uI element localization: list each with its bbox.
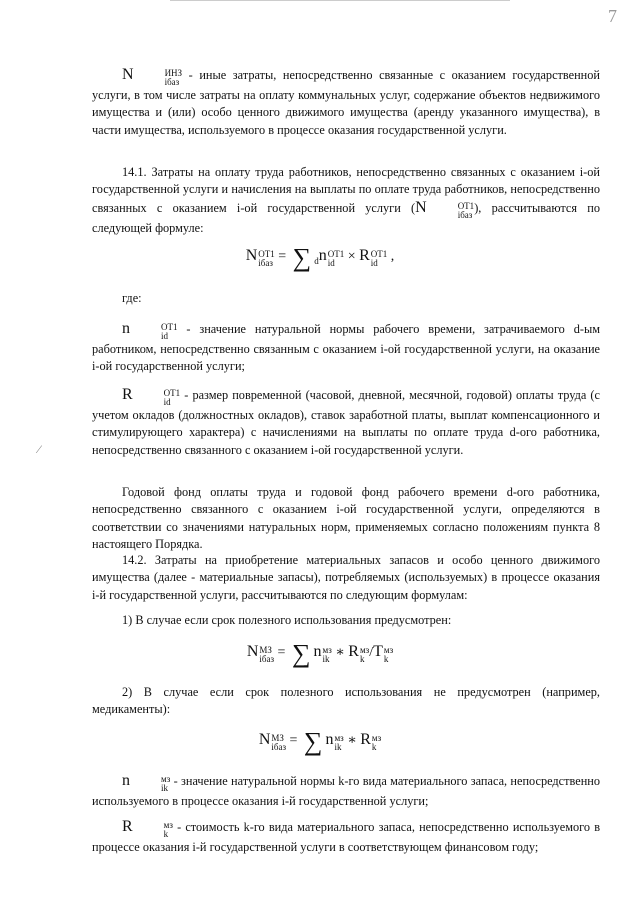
definition-nizn bbox=[92, 66, 600, 139]
formula-3-lhs: N bbox=[258, 731, 271, 748]
section-14-1-symbol: N bbox=[415, 198, 427, 216]
case-2: 2) В случае если срок полезного использования не предусмотрен (например, медикаменты): bbox=[92, 685, 600, 717]
page-corner-mark: 7 bbox=[608, 6, 617, 26]
def-nmz-text: - значение натуральной нормы k-го вида материального запаса, непосредственно используемого в процессе оказания i-й государственной услуги; bbox=[92, 774, 600, 808]
nizn-sub: iбаз bbox=[164, 77, 180, 87]
section-14-1-text-b: ), рассчитываются по следующей формуле: bbox=[92, 200, 600, 235]
nizn-text: - иные затраты, непосредственно связанные с оказанием государственной услуги, в том числе затраты на оплату коммунальных услуг, содержание объектов недвижимого имущества и (или) особо ценного движимого имущества (аренду указанного имущества), в части имущества, используемого в процессе оказания государственной услуги. bbox=[92, 68, 600, 137]
formula-3-r: R bbox=[360, 731, 371, 748]
nizn-symbol: N bbox=[122, 66, 134, 83]
formula-2-slash: / bbox=[369, 645, 374, 660]
formula-3-n-sup: мз bbox=[334, 733, 344, 743]
formula-1-lhs-sup: ОТ1 bbox=[258, 249, 275, 259]
formula-2-lhs-sub: iбаз bbox=[259, 654, 275, 664]
formula-2-r-sub: k bbox=[359, 654, 365, 664]
def-r-sub: id bbox=[163, 397, 171, 407]
formula-1-sigma-sub: d bbox=[314, 256, 319, 266]
formula-2-eq: = bbox=[274, 645, 289, 660]
formula-2-t: T bbox=[373, 643, 383, 660]
formula-2-t-sup: мз bbox=[383, 645, 394, 655]
def-n-symbol: n bbox=[122, 320, 130, 337]
top-edge-line bbox=[170, 0, 510, 1]
formula-2-lhs: N bbox=[246, 643, 259, 660]
formula-1-sigma: ∑ bbox=[292, 243, 312, 272]
section-14-1 bbox=[92, 164, 600, 237]
section-14-1-text-a: 14.1. Затраты на оплату труда работников, непосредственно связанных с оказанием i-ой государственной услуги и начисления на выплаты по оплате труда работников, непосредственно связанных с оказанием i-ой государственной услуги ( bbox=[92, 165, 600, 215]
def-rmz-text: - стоимость k-го вида материального запаса, непосредственно используемого в процессе оказания i-й государственной услуги в соответствующем финансовом году; bbox=[92, 820, 600, 854]
formula-2-sigma: ∑ bbox=[291, 639, 311, 668]
formula-ot1 bbox=[0, 243, 640, 272]
section-14-1-sub: iбаз bbox=[457, 209, 473, 220]
def-n-sup: ОТ1 bbox=[161, 322, 178, 332]
paragraph-fund: Годовой фонд оплаты труда и годовой фонд рабочего времени d-ого работника, непосредственно связанного с оказанием i-ой государственной услуги, определяются в соответствии со значениями натуральных норм, применяемых согласно положениям пункта 8 настоящего Порядка. bbox=[92, 485, 600, 551]
definition-n-ot1 bbox=[92, 320, 600, 376]
formula-3-r-sub: k bbox=[371, 742, 377, 752]
formula-3-star: ∗ bbox=[343, 733, 361, 748]
formula-2-n-sup: мз bbox=[322, 645, 332, 655]
formula-1-eq: = bbox=[274, 249, 290, 264]
formula-1-lhs: N bbox=[245, 247, 258, 264]
formula-2-t-sub: k bbox=[383, 654, 389, 664]
definition-r-ot1 bbox=[92, 386, 600, 459]
formula-2-lhs-sup: МЗ bbox=[259, 645, 272, 655]
formula-3-n: n bbox=[325, 731, 334, 748]
formula-2-r-sup: мз bbox=[359, 645, 370, 655]
def-n-text: - значение натуральной нормы рабочего времени, затрачиваемого d-ым работником, непосредственно связанным с оказанием i-ой государственной услуги, на оказание i-ой государственной услуги; bbox=[92, 322, 600, 374]
def-r-sup: ОТ1 bbox=[163, 388, 181, 398]
formula-1-r-sup: ОТ1 bbox=[370, 249, 388, 259]
formula-3-n-sub: ik bbox=[334, 742, 342, 752]
formula-mz-2 bbox=[0, 727, 640, 756]
def-rmz-symbol: R bbox=[122, 818, 133, 835]
formula-3-lhs-sub: iбаз bbox=[271, 742, 287, 752]
def-nmz-sup: мз bbox=[161, 774, 171, 784]
formula-3-lhs-sup: МЗ bbox=[271, 733, 284, 743]
def-rmz-sup: мз bbox=[163, 820, 173, 830]
def-r-symbol: R bbox=[122, 386, 133, 403]
formula-2-n: n bbox=[313, 643, 322, 660]
formula-2-star: ∗ bbox=[331, 645, 349, 660]
formula-1-times: × bbox=[344, 249, 360, 264]
formula-1-tail: , bbox=[387, 249, 395, 264]
formula-1-n-sub: id bbox=[327, 258, 335, 268]
where-label: где: bbox=[122, 291, 142, 305]
def-nmz-sub: ik bbox=[161, 783, 169, 793]
definition-r-mz bbox=[92, 818, 600, 856]
formula-1-n-sup: ОТ1 bbox=[327, 249, 345, 259]
margin-tick-mark: ⁄ bbox=[38, 442, 41, 456]
formula-1-n: n bbox=[318, 247, 327, 264]
formula-3-sigma: ∑ bbox=[303, 727, 323, 756]
def-rmz-sub: k bbox=[163, 829, 169, 839]
section-14-1-sup: ОТ1 bbox=[457, 200, 475, 211]
case-1: 1) В случае если срок полезного использования предусмотрен: bbox=[122, 613, 452, 627]
formula-1-r-sub: id bbox=[370, 258, 378, 268]
nizn-sup: ИНЗ bbox=[164, 68, 183, 78]
formula-2-r: R bbox=[348, 643, 359, 660]
formula-1-r: R bbox=[359, 247, 370, 264]
def-n-sub: id bbox=[161, 331, 169, 341]
formula-2-n-sub: ik bbox=[322, 654, 330, 664]
formula-3-r-sup: мз bbox=[371, 733, 382, 743]
definition-n-mz bbox=[92, 772, 600, 810]
section-14-2: 14.2. Затраты на приобретение материальных запасов и особо ценного движимого имущества (далее - материальные запасы), потребляемых (используемых) в процессе оказания i-й государственной услуги, рассчитываются по следующим формулам: bbox=[92, 553, 600, 602]
formula-1-lhs-sub: iбаз bbox=[258, 258, 273, 268]
formula-3-eq: = bbox=[286, 733, 301, 748]
def-r-text: - размер повременной (часовой, дневной, месячной, годовой) оплаты труда (с учетом окладов (должностных окладов), ставок заработной платы, выплат компенсационного и стимулирующего характера) с начислениями на выплаты по оплате труда d-ого работника, непосредственно связанного с оказанием i-ой государственной услуги. bbox=[92, 388, 600, 457]
formula-mz-1 bbox=[0, 639, 640, 668]
def-nmz-symbol: n bbox=[122, 772, 130, 789]
